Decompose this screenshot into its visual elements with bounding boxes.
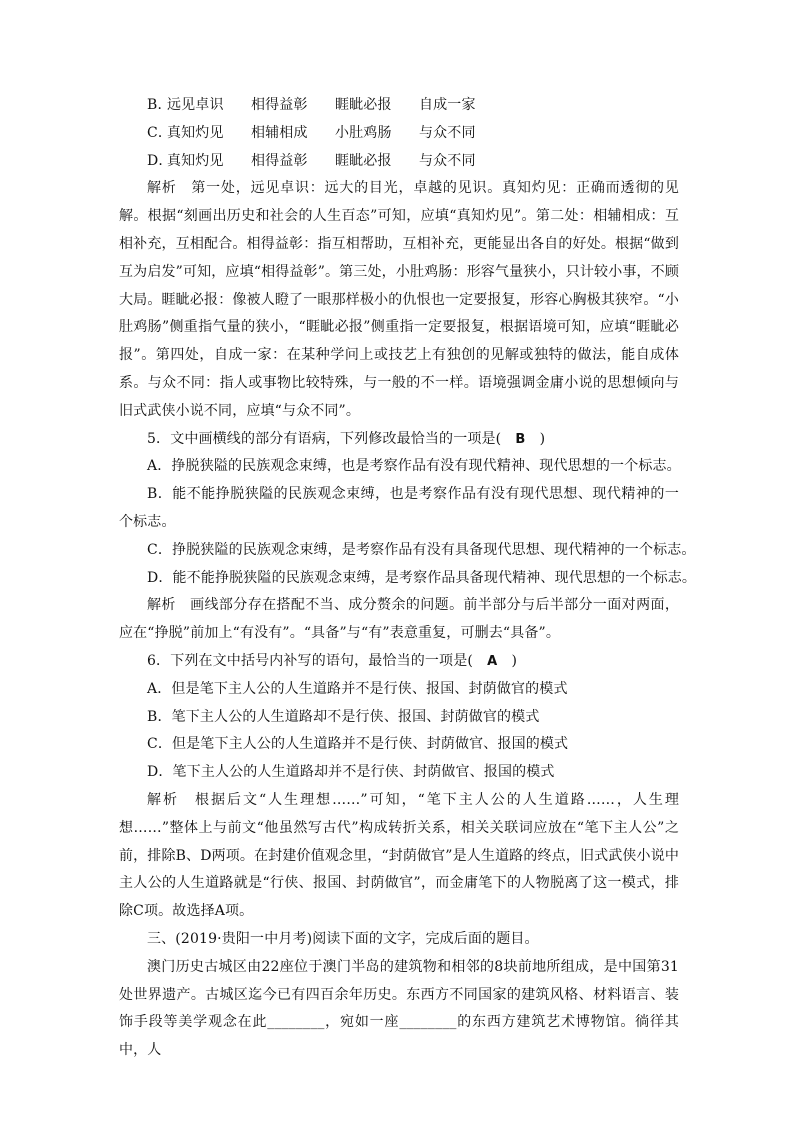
q5-answer: B xyxy=(515,431,526,447)
q5-option-c: C．挣脱狭隘的民族观念束缚，是考察作品有没有具备现代思想、现代精神的一个标志。 xyxy=(147,541,696,558)
q4-option-d xyxy=(119,148,679,176)
q5-option-b: B．能不能挣脱狭隘的民族观念束缚，也是考察作品有没有现代思想、现代精神的一个标志。 xyxy=(119,486,679,530)
option-word: 相得益彰 xyxy=(251,97,308,113)
q6-option-b: B．笔下主人公的人生道路却不是行侠、报国、封荫做官的模式 xyxy=(147,708,540,725)
q5-option-a: A．挣脱狭隘的民族观念束缚，也是考察作品有没有现代精神、现代思想的一个标志。 xyxy=(147,458,681,475)
q4-option-b xyxy=(119,92,679,120)
q6-stem xyxy=(119,648,679,676)
option-word: 真知灼见 xyxy=(167,124,224,141)
option-word: 小肚鸡肠 xyxy=(335,124,392,141)
option-label: D． xyxy=(147,152,173,169)
q6-analysis: 解析 根据后文“人生理想……”可知，“笔下主人公的人生道路……，人生理想……”整体上与前文“他虽然写古代”构成转折关系，相关关联词应放在“笔下主人公”之前，排除B、D两项。在封建价值观念里，“封荫做官”是人生道路的终点，旧式武侠小说中主人公的人生道路就是“行侠、报国、封荫做官”，而金庸笔下的人物脱离了这一模式，排除C项。故选择A项。 xyxy=(119,791,679,920)
option-word: 睚眦必报 xyxy=(335,97,392,113)
q6-stem-close: ) xyxy=(497,652,518,669)
q6-stem-text: 6．下列在文中括号内补写的语句，最恰当的一项是( xyxy=(147,652,488,669)
q4-option-c xyxy=(119,120,679,148)
q5-stem-text: 5．文中画横线的部分有语病，下列修改最恰当的一项是( xyxy=(147,430,516,447)
option-word: 与众不同 xyxy=(419,124,476,141)
option-label: B． xyxy=(147,97,172,113)
q4-analysis: 解析 第一处，远见卓识：远大的目光，卓越的见识。真知灼见：正确而透彻的见解。根据“刻画出历史和社会的人生百态”可知，应填“真知灼见”。第二处：相辅相成：互相补充，互相配合。相得益彰：指互相帮助，互相补充，更能显出各自的好处。根据“做到互为启发”可知，应填“相得益彰”。第三处，小肚鸡肠：形容气量狭小，只计较小事，不顾大局。睚眦必报：像被人瞪了一眼那样极小的仇恨也一定要报复，形容心胸极其狭窄。“小肚鸡肠”侧重指气量的狭小，“睚眦必报”侧重指一定要报复，根据语境可知，应填“睚眦必报”。第四处，自成一家：在某种学问上或技艺上有独创的见解或独特的做法，能自成体系。与众不同：指人或事物比较特殊，与一般的不一样。语境强调金庸小说的思想倾向与旧式武侠小说不同，应填“与众不同”。 xyxy=(119,180,679,419)
q6-option-d: D．笔下主人公的人生道路却并不是行侠、封荫做官、报国的模式 xyxy=(147,764,555,781)
q6-answer: A xyxy=(487,653,498,669)
option-word: 远见卓识 xyxy=(167,97,224,113)
q6-option-a: A．但是笔下主人公的人生道路并不是行侠、报国、封荫做官的模式 xyxy=(147,680,568,697)
section-3-passage: 澳门历史古城区由22座位于澳门半岛的建筑物和相邻的8块前地所组成，是中国第31处世界遗产。古城区迄今已有四百余年历史。东西方不同国家的建筑风格、材料语言、装饰手段等美学观念在此________，宛如一座________的东西方建筑艺术博物馆。徜徉其中，人 xyxy=(119,958,679,1059)
option-word: 与众不同 xyxy=(419,152,476,169)
q5-option-d: D．能不能挣脱狭隘的民族观念束缚，是考察作品具备现代精神、现代思想的一个标志。 xyxy=(147,569,697,586)
option-word: 睚眦必报 xyxy=(335,152,392,169)
option-word: 真知灼见 xyxy=(167,152,224,169)
q5-stem xyxy=(119,426,679,454)
q5-analysis: 解析 画线部分存在搭配不当、成分赘余的问题。前半部分与后半部分一面对两面，应在“挣脱”前加上“有没有”。“具备”与“有”表意重复，可删去“具备”。 xyxy=(119,597,679,642)
option-word: 相辅相成 xyxy=(251,124,308,141)
q6-option-c: C．但是笔下主人公的人生道路并不是行侠、封荫做官、报国的模式 xyxy=(147,736,569,753)
page-content xyxy=(119,92,697,1065)
option-word: 自成一家 xyxy=(419,97,476,113)
section-3-heading: 三、(2019·贵阳一中月考)阅读下面的文字，完成后面的题目。 xyxy=(147,930,539,947)
option-word: 相得益彰 xyxy=(251,152,308,169)
q5-stem-close: ) xyxy=(525,430,546,447)
option-label: C． xyxy=(147,124,173,141)
